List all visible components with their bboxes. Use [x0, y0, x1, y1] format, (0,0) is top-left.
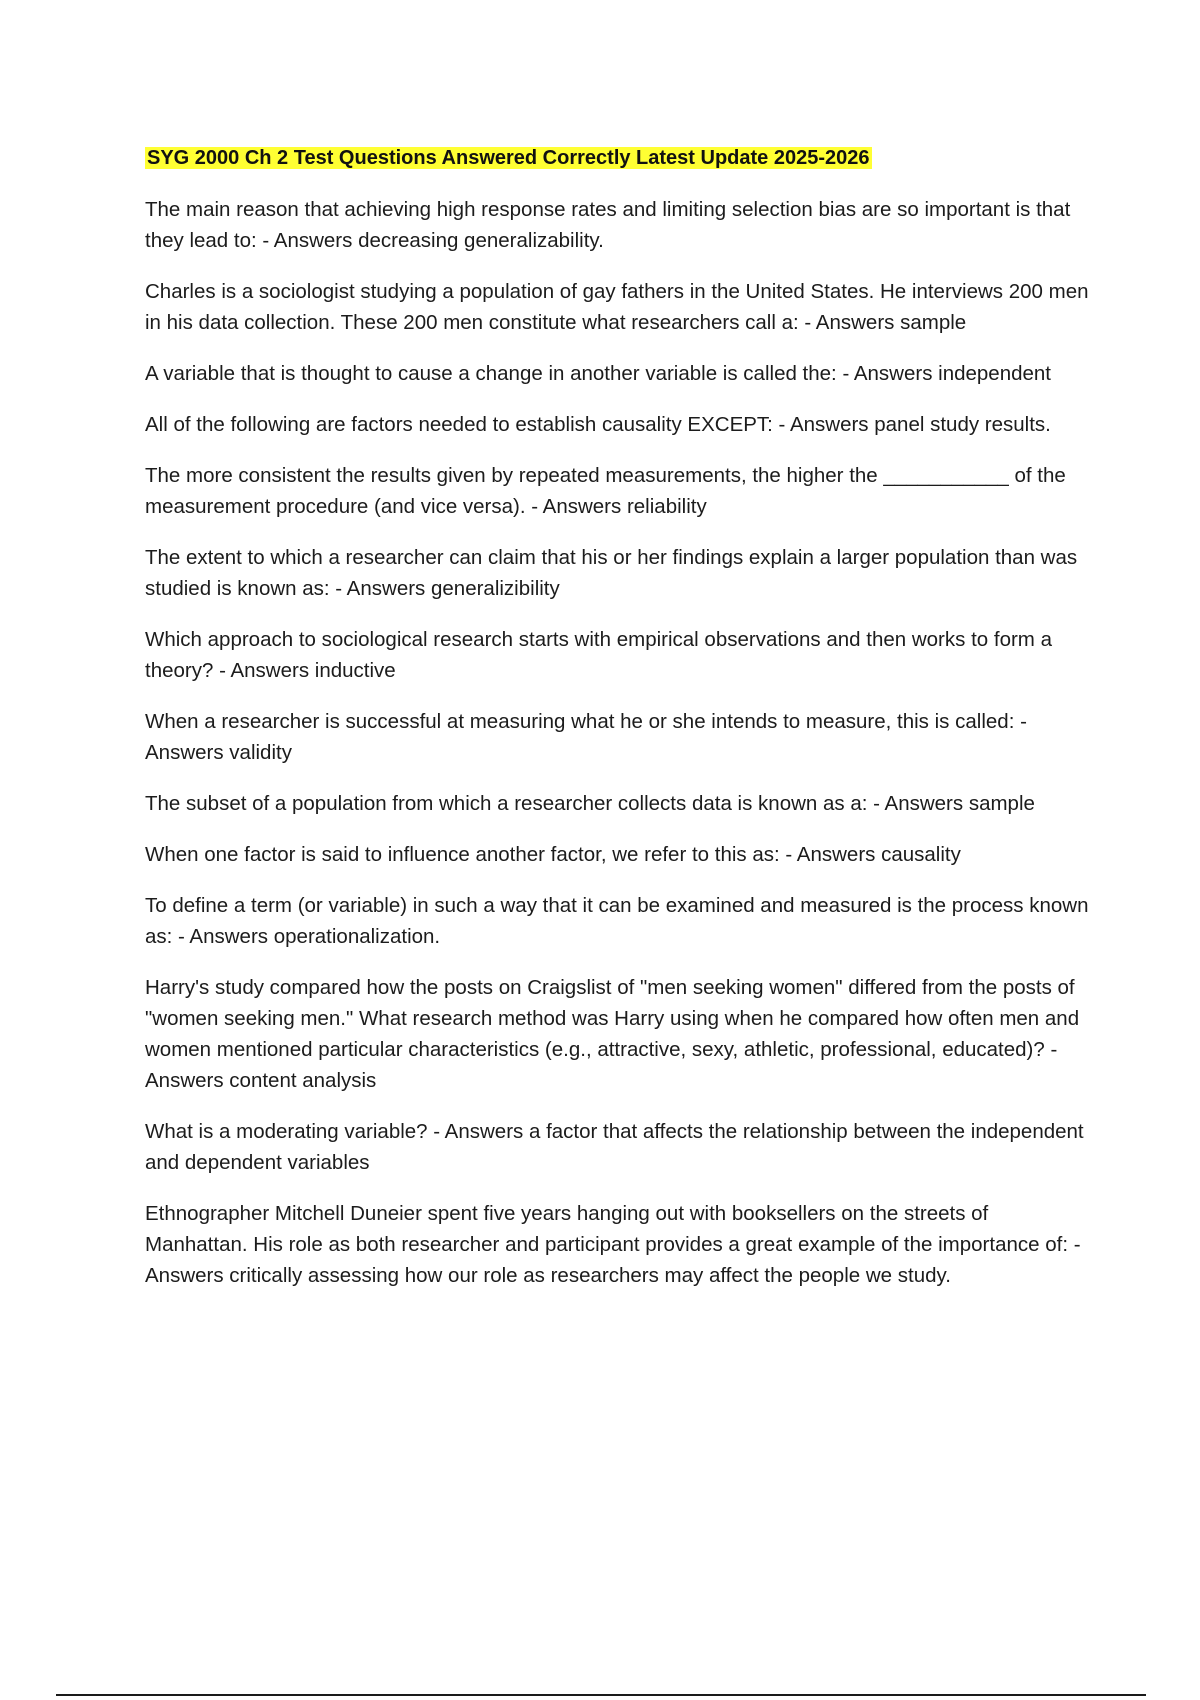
document-title: SYG 2000 Ch 2 Test Questions Answered Correctly Latest Update 2025-2026	[147, 147, 870, 169]
qa-item: The main reason that achieving high response rates and limiting selection bias are so important is that they lead to: - Answers decreasing generalizability.	[145, 198, 1071, 252]
qa-item: When one factor is said to influence another factor, we refer to this as: - Answers causality	[145, 843, 961, 866]
title-line	[145, 146, 1090, 172]
qa-item: The extent to which a researcher can claim that his or her findings explain a larger population than was studied is known as: - Answers generalizibility	[145, 546, 1078, 600]
qa-item: What is a moderating variable? - Answers a factor that affects the relationship between the independent and dependent variables	[145, 1120, 1084, 1174]
qa-item: The subset of a population from which a researcher collects data is known as a: - Answers sample	[145, 792, 1035, 815]
qa-item: Which approach to sociological research starts with empirical observations and then works to form a theory? - Answers inductive	[145, 628, 1052, 682]
document-body	[145, 146, 1090, 1311]
qa-item: When a researcher is successful at measuring what he or she intends to measure, this is called: - Answers validity	[145, 710, 1027, 764]
qa-item: To define a term (or variable) in such a way that it can be examined and measured is the process known as: - Answers operationalization.	[145, 894, 1089, 948]
footer-divider	[56, 1694, 1146, 1696]
qa-item: Harry's study compared how the posts on Craigslist of "men seeking women" differed from the posts of "women seeking men." What research method was Harry using when he compared how often men and women mentioned particular characteristics (e.g., attractive, sexy, athletic, professional, educated)? - Answers content analysis	[145, 976, 1080, 1092]
qa-item: The more consistent the results given by repeated measurements, the higher the ___________ of the measurement procedure (and vice versa). - Answers reliability	[145, 464, 1066, 518]
qa-item: Ethnographer Mitchell Duneier spent five years hanging out with booksellers on the streets of Manhattan. His role as both researcher and participant provides a great example of the importance of: - Answers critically assessing how our role as researchers may affect the people we study.	[145, 1202, 1081, 1287]
qa-item: A variable that is thought to cause a change in another variable is called the: - Answers independent	[145, 362, 1052, 385]
qa-item: Charles is a sociologist studying a population of gay fathers in the United States. He interviews 200 men in his data collection. These 200 men constitute what researchers call a: - Answers sample	[145, 280, 1089, 334]
qa-item: All of the following are factors needed to establish causality EXCEPT: - Answers panel study results.	[145, 413, 1051, 436]
